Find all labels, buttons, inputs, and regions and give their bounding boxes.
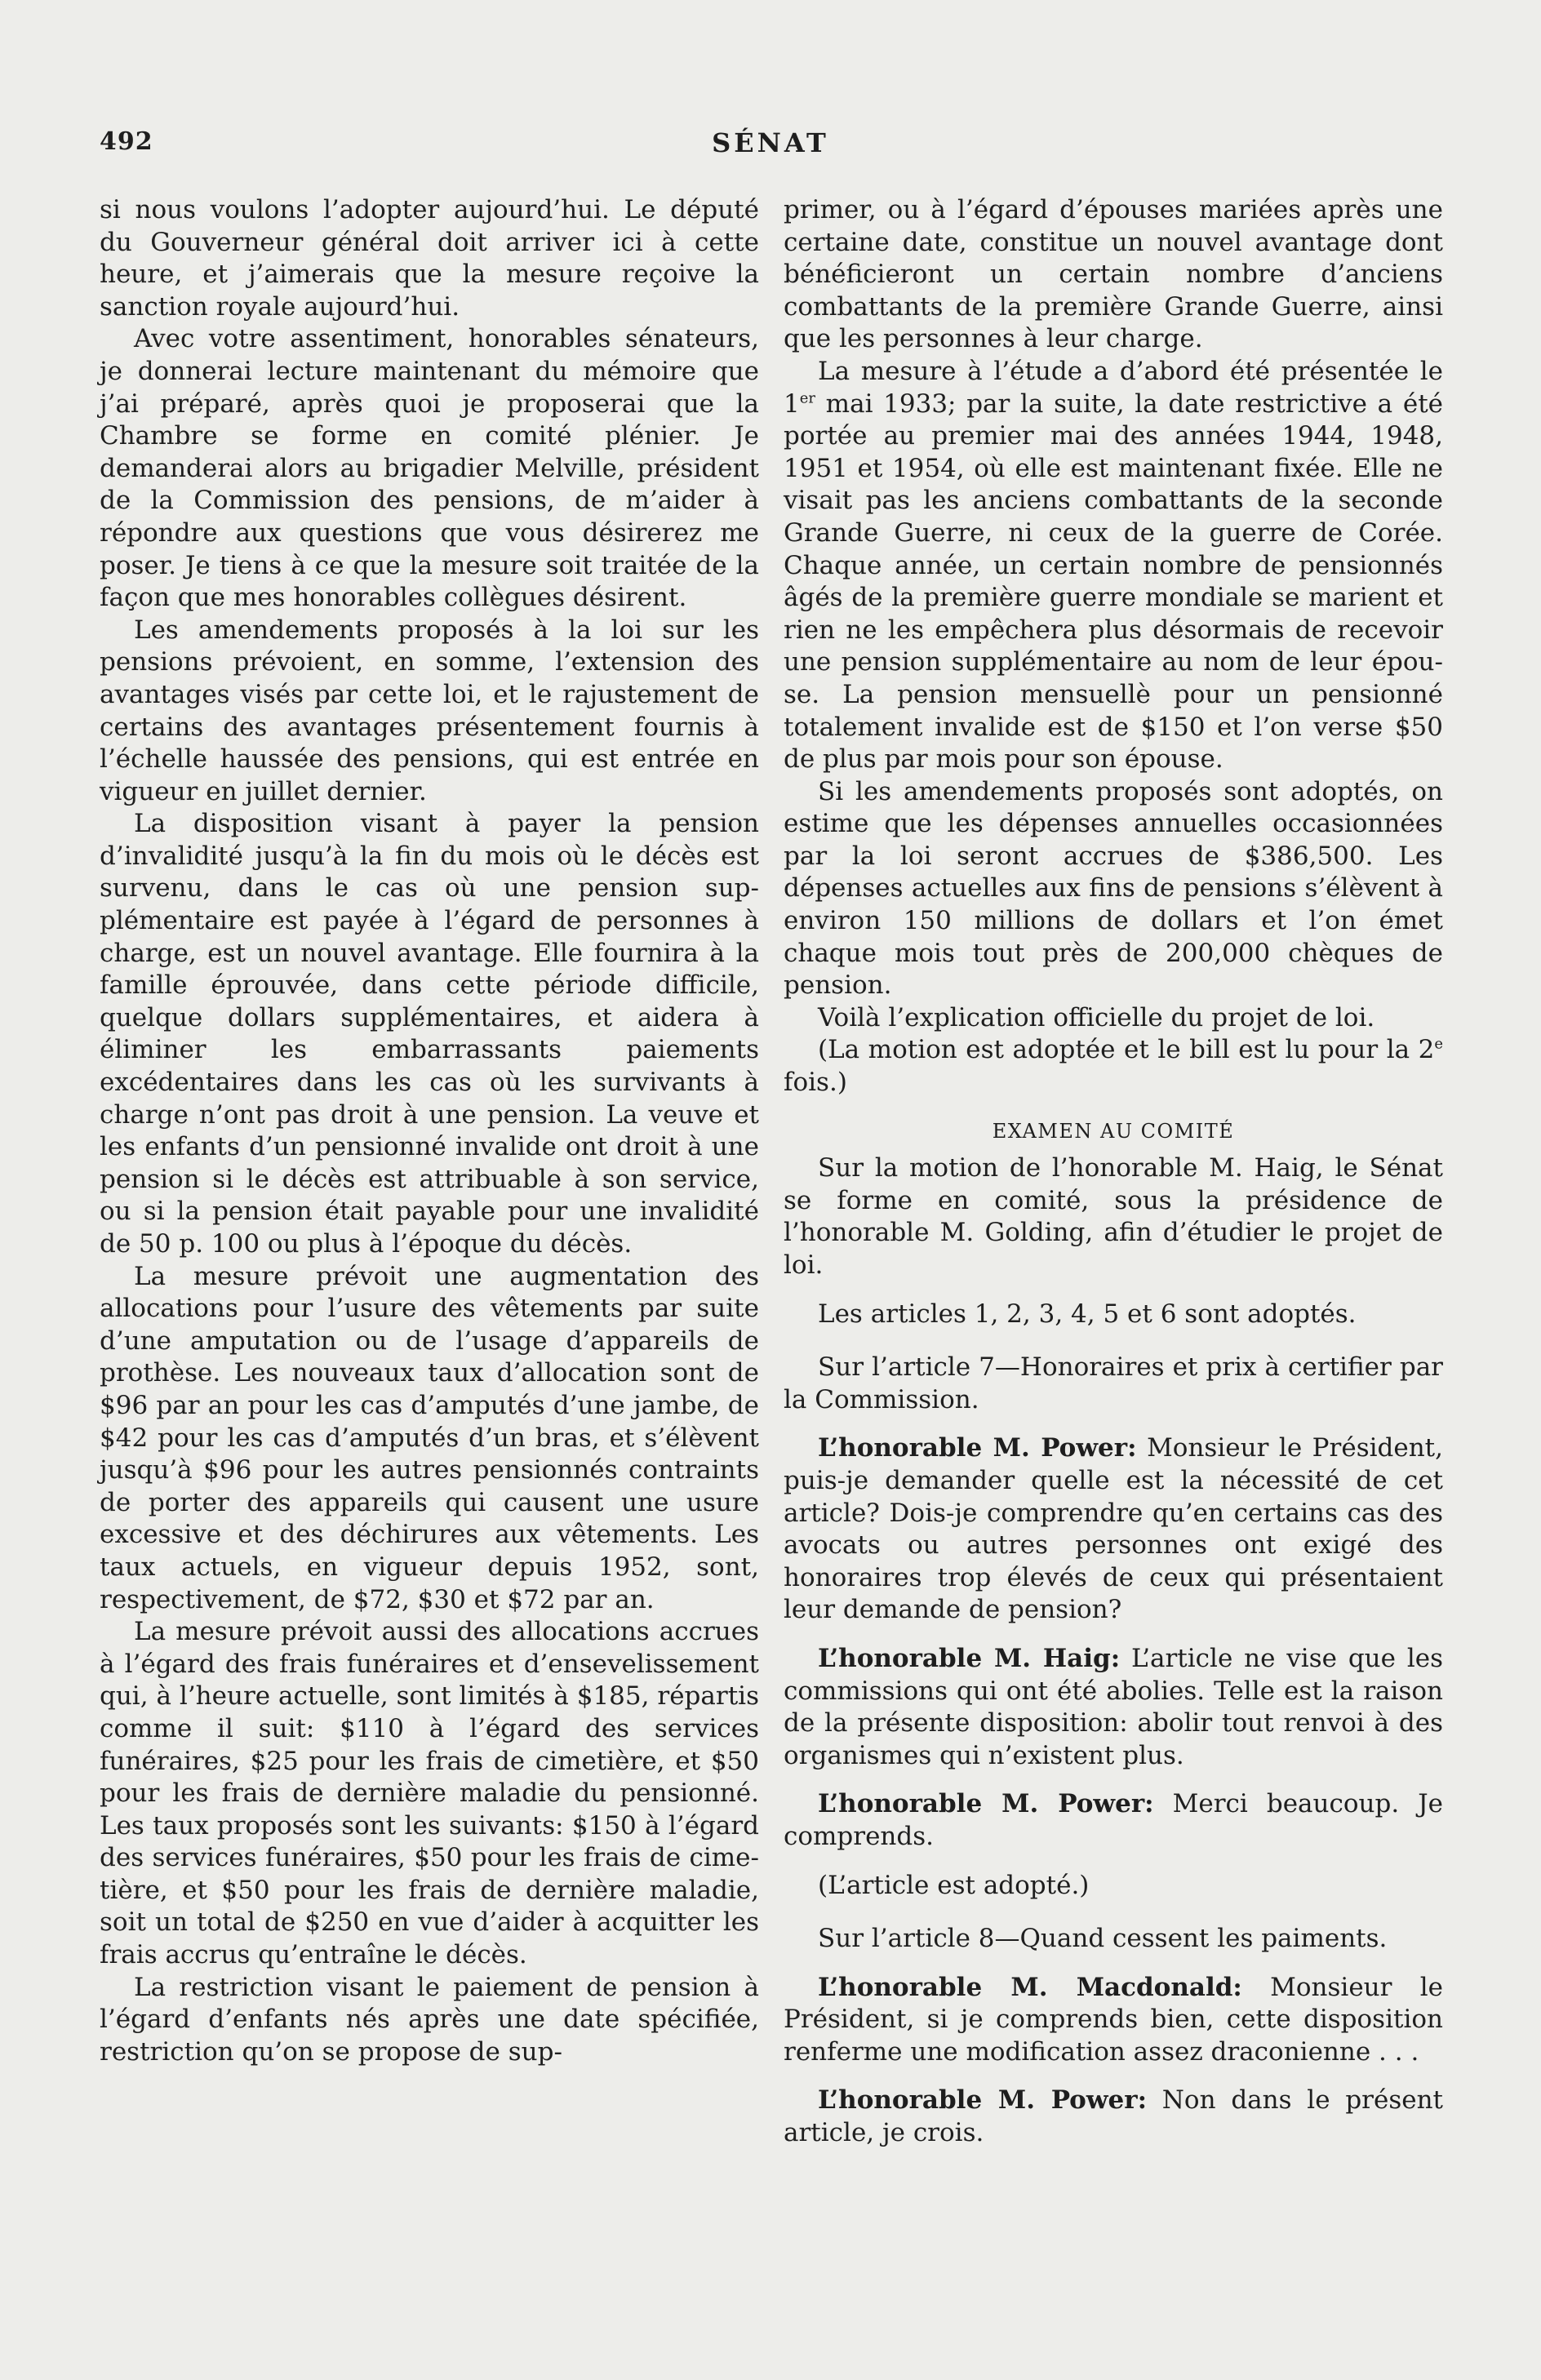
speech-paragraph <box>784 1788 1443 1853</box>
paragraph: Les amendements proposés à la loi sur les pensions prévoient, en somme, l’extension des avantages visés par cette loi, et le rajustement de certains des avantages présentement fournis à l’échelle haussée des pensions, qui est entrée en vigueur en juillet dernier. <box>100 615 759 806</box>
paragraph: (L’article est adopté.) <box>818 1870 1090 1900</box>
speech-text: Merci beaucoup. Je comprends. <box>784 1789 1443 1851</box>
speaker-name: L’honorable M. Macdonald: <box>818 1972 1242 2002</box>
text-run: (La motion est adoptée et le bill est lu pour la 2 <box>818 1035 1435 1065</box>
speech-paragraph <box>784 1643 1443 1772</box>
paragraph: Sur l’article 8—Quand cessent les paiments. <box>818 1924 1388 1954</box>
speech-paragraph <box>784 1432 1443 1627</box>
page-number: 492 <box>100 127 153 156</box>
paragraph <box>784 1034 1443 1099</box>
paragraph: La disposition visant à payer la pension d’invalidité jusqu’à la fin du mois où le décès est survenu, dans le cas où une pension supplémentaire est payée à l’égard de personnes à charge, est un nouvel avantage. Elle fournira à la famille éprouvée, dans cette période difficile, quelque dollars supplémentaires, et aidera à éliminer les embarrassants paiements excédentaires dans les cas où les survivants à charge n’ont pas droit à une pension. La veuve et les enfants d’un pensionné invalide ont droit à une pension si le décès est attribuable à son service, ou si la pension était payable pour une invalidité de 50 p. 100 ou plus à l’époque du décès. <box>100 809 759 1259</box>
paragraph: Les articles 1, 2, 3, 4, 5 et 6 sont adoptés. <box>818 1299 1357 1329</box>
speech-text: L’article ne vise que les commissions qui ont été abolies. Telle est la raison de la présente disposition: abolir tout renvoi à des organismes qui n’existent plus. <box>784 1643 1443 1770</box>
superscript: e <box>1434 1036 1443 1054</box>
speaker-name: L’honorable M. Power: <box>818 1433 1137 1463</box>
section-heading: EXAMEN AU COMITÉ <box>992 1119 1235 1143</box>
running-head: SÉNAT <box>712 127 829 158</box>
paragraph: primer, ou à l’égard d’épouses mariées après une certaine date, constitue un nouvel avantage dont bénéficieront un certain nombre d’anciens combattants de la première Grande Guerre, ainsi que les personnes à leur charge. <box>784 195 1443 354</box>
speaker-name: L’honorable M. Haig: <box>818 1643 1121 1673</box>
paragraph: Si les amendements proposés sont adoptés, on estime que les dépenses annuelles occasionnées par la loi seront accrues de $386,500. Les dépenses actuelles aux fins de pensions s’élèvent à environ 150 millions de dollars et l’on émet chaque mois tout près de 200,000 chèques de pension. <box>784 776 1443 1001</box>
paragraph: La restriction visant le paiement de pension à l’égard d’enfants nés après une date spécifiée, restriction qu’on se propose de sup- <box>100 1972 759 2067</box>
text-run: fois.) <box>784 1068 847 1098</box>
superscript: er <box>799 389 815 407</box>
speech-text: Monsieur le Président, si je comprends bien, cette disposition renferme une modification assez draconienne . . . <box>784 1972 1444 2067</box>
paragraph: La mesure prévoit une augmentation des allocations pour l’usure des vêtements par suite d’une amputation ou de l’usage d’appareils de prothèse. Les nouveaux taux d’allocation sont de $96 par an pour les cas d’amputés d’une jambe, de $42 pour les cas d’amputés d’un bras, et s’élèvent jusqu’à $96 pour les autres pensionnés contraints de porter des appareils qui causent une usure excessive et des déchirures aux vêtements. Les taux actuels, en vigueur depuis 1952, sont, respectivement, de $72, $30 et $72 par an. <box>100 1261 759 1614</box>
speech-paragraph <box>784 1972 1443 2069</box>
left-column <box>100 194 759 2068</box>
speech-paragraph <box>784 2085 1443 2149</box>
paragraph: si nous voulons l’adopter aujourd’hui. Le député du Gouverneur général doit arriver ici à cette heure, et j’aimerais que la mesure reçoive la sanction royale aujourd’hui. <box>100 195 759 322</box>
paragraph <box>784 356 1443 776</box>
speaker-name: L’honorable M. Power: <box>818 2085 1148 2116</box>
text-run: La mesure à l’étude a d’abord été présentée le 1 <box>784 356 1443 419</box>
speaker-name: L’honorable M. Power: <box>818 1789 1154 1819</box>
paragraph: Avec votre assentiment, honorables sénateurs, je donnerai lecture maintenant du mémoire que j’ai préparé, après quoi je proposerai que la Chambre se forme en comité plénier. Je demanderai alors au brigadier Melville, président de la Commission des pensions, de m’aider à répondre aux questions que vous désirerez me poser. Je tiens à ce que la mesure soit traitée de la façon que mes honorables collègues désirent. <box>100 324 759 613</box>
right-column <box>784 194 1443 2150</box>
paragraph: Sur l’article 7—Honoraires et prix à certifier par la Commission. <box>784 1352 1443 1414</box>
text-run: mai 1933; par la suite, la date restrictive a été portée au premier mai des années 1944, 1948, 1951 et 1954, où elle est maintenant fixée. Elle ne visait pas les anciens combattants de la seconde Grande Guerre, ni ceux de la guerre de Corée. Chaque année, un certain nombre de pensionnés âgés de la première guerre mondiale se marient et rien ne les empêchera plus désormais de recevoir une pension supplémentaire au nom de leur épouse. La pension mensuellè pour un pensionné totalement invalide est de $150 et l’on verse $50 de plus par mois pour son épouse. <box>784 389 1443 775</box>
speech-text: Monsieur le Président, puis-je demander quelle est la nécessité de cet article? Dois-je comprendre qu’en certains cas des avocats ou autres personnes ont exigé des honoraires trop élevés de ceux qui présentaient leur demande de pension? <box>784 1433 1443 1625</box>
paragraph: Sur la motion de l’honorable M. Haig, le Sénat se forme en comité, sous la présidence de l’honorable M. Golding, afin d’étudier le projet de loi. <box>784 1153 1443 1280</box>
paragraph: Voilà l’explication officielle du projet de loi. <box>818 1002 1375 1032</box>
speech-text: Non dans le présent article, je crois. <box>784 2085 1443 2148</box>
paragraph: La mesure prévoit aussi des allocations accrues à l’égard des frais funéraires et d’ensevelissement qui, à l’heure actuelle, sont limités à $185, répartis comme il suit: $110 à l’égard des services funéraires, $25 pour les frais de cimetière, et $50 pour les frais de dernière maladie du pensionné. Les taux proposés sont les suivants: $150 à l’égard des services funéraires, $50 pour les frais de cimetière, et $50 pour les frais de dernière maladie, soit un total de $250 en vue d’aider à acquitter les frais accrus qu’entraîne le décès. <box>100 1617 759 1970</box>
